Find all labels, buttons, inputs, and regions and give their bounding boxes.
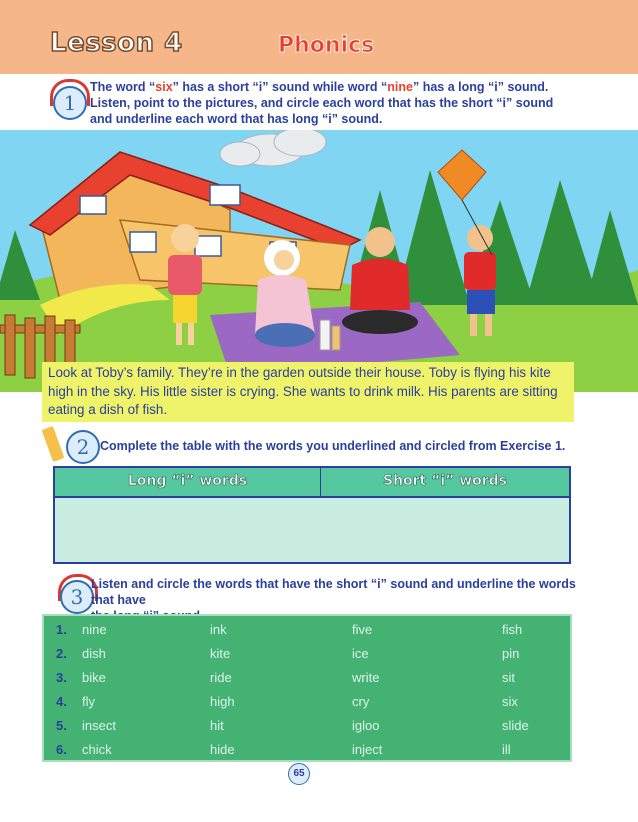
word-row (44, 694, 570, 716)
exercise-1-number: 1 (53, 86, 87, 120)
word-row (44, 718, 570, 740)
word[interactable]: cry (352, 694, 370, 709)
word[interactable]: kite (210, 646, 231, 661)
words-table (53, 466, 571, 564)
exercise-3-number: 3 (60, 580, 94, 614)
exercise-1-instruction: The word “six” has a short “i” sound while word “nine” has a long “i” sound. Listen, point to the pictures, and circle each word that has the short “i” sound and underline each word that has long “i” sound. (90, 80, 554, 126)
word[interactable]: hide (210, 742, 235, 757)
garden-scene-image (0, 130, 638, 392)
exercise-2-number: 2 (66, 430, 100, 464)
story-text: Look at Toby’s family. They’re in the garden outside their house. Toby is flying his kite high in the sky. His little sister is crying. She wants to drink milk. His parents are sitting eating a dish of fish. (42, 362, 574, 422)
table-cell-long[interactable] (55, 498, 322, 562)
page-number: 65 (288, 763, 310, 785)
word-row (44, 646, 570, 668)
table-header-long: Long “i” words (55, 468, 321, 498)
word[interactable]: fish (502, 622, 523, 637)
word[interactable]: fly (82, 694, 95, 709)
table-cell-short[interactable] (321, 498, 569, 562)
row-number: 2. (56, 646, 67, 661)
row-number: 1. (56, 622, 67, 637)
word[interactable]: ice (352, 646, 369, 661)
word-list-box (42, 614, 572, 762)
word-row (44, 670, 570, 692)
word[interactable]: hit (210, 718, 224, 733)
word-row (44, 742, 570, 764)
word[interactable]: dish (82, 646, 106, 661)
word[interactable]: bike (82, 670, 106, 685)
row-number: 6. (56, 742, 67, 757)
word[interactable]: insect (82, 718, 116, 733)
exercise-2-instruction: Complete the table with the words you underlined and circled from Exercise 1. (100, 439, 566, 453)
row-number: 4. (56, 694, 67, 709)
family-garden-illustration (0, 130, 638, 392)
row-number: 5. (56, 718, 67, 733)
word[interactable]: ill (502, 742, 511, 757)
word[interactable]: write (352, 670, 380, 685)
table-header-short: Short “i” words (321, 468, 569, 498)
word-row (44, 622, 570, 644)
word[interactable]: sit (502, 670, 515, 685)
topic-title: Phonics (278, 33, 375, 58)
word[interactable]: six (502, 694, 518, 709)
word[interactable]: inject (352, 742, 383, 757)
lesson-title: Lesson 4 (50, 28, 183, 58)
exercise-3-instruction: Listen and circle the words that have the short “i” sound and underline the words that have (91, 577, 576, 607)
word[interactable]: chick (82, 742, 112, 757)
word[interactable]: igloo (352, 718, 380, 733)
word[interactable]: nine (82, 622, 107, 637)
pencil-icon (42, 426, 65, 462)
word[interactable]: ride (210, 670, 232, 685)
word[interactable]: slide (502, 718, 529, 733)
word[interactable]: high (210, 694, 235, 709)
row-number: 3. (56, 670, 67, 685)
word[interactable]: ink (210, 622, 227, 637)
word[interactable]: pin (502, 646, 520, 661)
word[interactable]: five (352, 622, 373, 637)
